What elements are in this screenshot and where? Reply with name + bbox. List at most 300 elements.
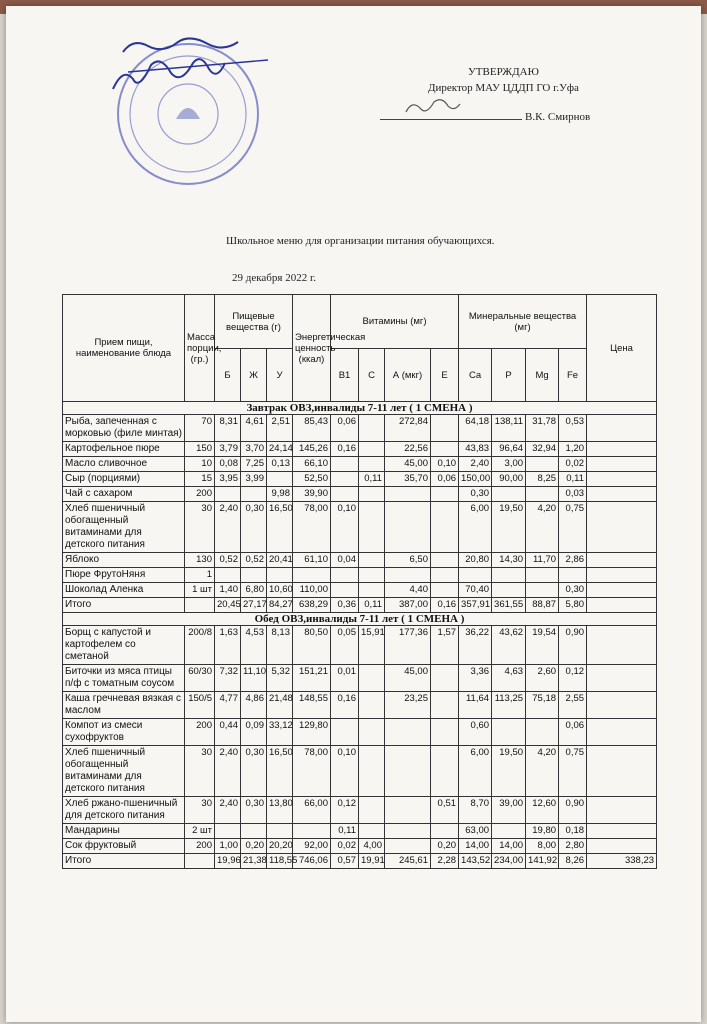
- header-ca: Ca: [459, 349, 492, 402]
- value-cell: 4,86: [241, 692, 267, 719]
- header-b1: В1: [331, 349, 359, 402]
- table-row: [63, 626, 657, 665]
- value-cell: [331, 472, 359, 487]
- value-cell: [385, 839, 431, 854]
- value-cell: 3,99: [241, 472, 267, 487]
- value-cell: 151,21: [293, 665, 331, 692]
- menu-table-body: [63, 402, 657, 869]
- value-cell: 45,00: [385, 665, 431, 692]
- value-cell: 39,00: [492, 797, 526, 824]
- header-p: P: [492, 349, 526, 402]
- value-cell: 2,40: [459, 457, 492, 472]
- value-cell: 200: [185, 487, 215, 502]
- value-cell: [359, 692, 385, 719]
- value-cell: 10,60: [267, 583, 293, 598]
- value-cell: 638,29: [293, 598, 331, 613]
- table-row: [63, 665, 657, 692]
- value-cell: 0,09: [241, 719, 267, 746]
- value-cell: 19,54: [526, 626, 559, 665]
- value-cell: 35,70: [385, 472, 431, 487]
- value-cell: 15,91: [359, 626, 385, 665]
- value-cell: 9,98: [267, 487, 293, 502]
- value-cell: [559, 568, 587, 583]
- value-cell: 2,28: [431, 854, 459, 869]
- value-cell: 20,41: [267, 553, 293, 568]
- value-cell: 5,80: [559, 598, 587, 613]
- table-row: [63, 797, 657, 824]
- value-cell: 0,51: [431, 797, 459, 824]
- value-cell: 0,02: [331, 839, 359, 854]
- value-cell: 113,25: [492, 692, 526, 719]
- value-cell: [385, 746, 431, 797]
- header-zh: Ж: [241, 349, 267, 402]
- dish-name-cell: Сок фруктовый: [63, 839, 185, 854]
- value-cell: 145,26: [293, 442, 331, 457]
- value-cell: 16,50: [267, 502, 293, 553]
- value-cell: [526, 719, 559, 746]
- value-cell: 2 шт: [185, 824, 215, 839]
- value-cell: 361,55: [492, 598, 526, 613]
- value-cell: 0,06: [431, 472, 459, 487]
- value-cell: [331, 457, 359, 472]
- value-cell: 0,11: [359, 598, 385, 613]
- value-cell: 3,95: [215, 472, 241, 487]
- value-cell: 60/30: [185, 665, 215, 692]
- value-cell: [587, 583, 657, 598]
- value-cell: 52,50: [293, 472, 331, 487]
- value-cell: 23,25: [385, 692, 431, 719]
- value-cell: [587, 415, 657, 442]
- value-cell: [359, 797, 385, 824]
- value-cell: 88,87: [526, 598, 559, 613]
- signature-underline: [380, 119, 522, 120]
- value-cell: 11,70: [526, 553, 559, 568]
- value-cell: [431, 568, 459, 583]
- value-cell: 13,80: [267, 797, 293, 824]
- value-cell: [185, 598, 215, 613]
- dish-name-cell: Каша гречневая вязкая с маслом: [63, 692, 185, 719]
- value-cell: [359, 719, 385, 746]
- value-cell: 150/5: [185, 692, 215, 719]
- value-cell: 0,90: [559, 626, 587, 665]
- value-cell: 1,20: [559, 442, 587, 457]
- value-cell: 32,94: [526, 442, 559, 457]
- table-row: [63, 839, 657, 854]
- value-cell: 746,06: [293, 854, 331, 869]
- value-cell: 6,00: [459, 502, 492, 553]
- value-cell: [526, 568, 559, 583]
- value-cell: 0,11: [559, 472, 587, 487]
- table-row: [63, 692, 657, 719]
- value-cell: 138,11: [492, 415, 526, 442]
- value-cell: [241, 487, 267, 502]
- value-cell: 4,20: [526, 746, 559, 797]
- value-cell: [385, 487, 431, 502]
- header-mg: Mg: [526, 349, 559, 402]
- dish-name-cell: Чай с сахаром: [63, 487, 185, 502]
- value-cell: 4,63: [492, 665, 526, 692]
- value-cell: [587, 502, 657, 553]
- value-cell: [431, 502, 459, 553]
- table-row: [63, 583, 657, 598]
- dish-name-cell: Картофельное пюре: [63, 442, 185, 457]
- value-cell: 84,27: [267, 598, 293, 613]
- value-cell: 0,04: [331, 553, 359, 568]
- value-cell: 0,10: [331, 746, 359, 797]
- value-cell: 1: [185, 568, 215, 583]
- value-cell: 0,08: [215, 457, 241, 472]
- value-cell: 30: [185, 746, 215, 797]
- section-breakfast-title: Завтрак ОВЗ,инвалиды 7-11 лет ( 1 СМЕНА ): [63, 402, 657, 415]
- value-cell: [385, 719, 431, 746]
- dish-name-cell: Хлеб пшеничный обогащенный витаминами для детского питания: [63, 746, 185, 797]
- value-cell: [331, 487, 359, 502]
- value-cell: [359, 553, 385, 568]
- value-cell: 78,00: [293, 502, 331, 553]
- value-cell: [185, 854, 215, 869]
- value-cell: 15: [185, 472, 215, 487]
- header-fe: Fe: [559, 349, 587, 402]
- value-cell: 7,32: [215, 665, 241, 692]
- value-cell: 2,60: [526, 665, 559, 692]
- document-date: 29 декабря 2022 г.: [232, 272, 316, 284]
- value-cell: [331, 719, 359, 746]
- value-cell: 110,00: [293, 583, 331, 598]
- value-cell: [431, 824, 459, 839]
- value-cell: [359, 415, 385, 442]
- value-cell: 14,00: [459, 839, 492, 854]
- header-minerals: Минеральные вещества (мг): [459, 295, 587, 349]
- value-cell: 45,00: [385, 457, 431, 472]
- section-lunch: [63, 613, 657, 626]
- value-cell: 14,30: [492, 553, 526, 568]
- value-cell: 30: [185, 502, 215, 553]
- value-cell: [587, 692, 657, 719]
- document-title: Школьное меню для организации питания обучающихся.: [226, 235, 495, 247]
- value-cell: 0,16: [331, 692, 359, 719]
- value-cell: [267, 472, 293, 487]
- section-breakfast: [63, 402, 657, 415]
- value-cell: [431, 553, 459, 568]
- value-cell: 85,43: [293, 415, 331, 442]
- value-cell: [359, 583, 385, 598]
- value-cell: 2,40: [215, 797, 241, 824]
- value-cell: 118,55: [267, 854, 293, 869]
- value-cell: 0,12: [559, 665, 587, 692]
- table-row: [63, 502, 657, 553]
- value-cell: 8,31: [215, 415, 241, 442]
- value-cell: 6,80: [241, 583, 267, 598]
- table-row: [63, 719, 657, 746]
- value-cell: [526, 583, 559, 598]
- value-cell: 0,30: [241, 797, 267, 824]
- table-row: [63, 824, 657, 839]
- value-cell: 141,92: [526, 854, 559, 869]
- dish-name-cell: Масло сливочное: [63, 457, 185, 472]
- value-cell: 96,64: [492, 442, 526, 457]
- value-cell: 2,40: [215, 502, 241, 553]
- value-cell: 0,20: [241, 839, 267, 854]
- value-cell: 338,23: [587, 854, 657, 869]
- value-cell: [587, 626, 657, 665]
- value-cell: 0,16: [331, 442, 359, 457]
- value-cell: 150: [185, 442, 215, 457]
- value-cell: 0,90: [559, 797, 587, 824]
- table-row: [63, 472, 657, 487]
- value-cell: [587, 746, 657, 797]
- value-cell: 11,10: [241, 665, 267, 692]
- value-cell: 0,30: [459, 487, 492, 502]
- round-stamp-and-signature: [108, 34, 288, 189]
- value-cell: 0,10: [331, 502, 359, 553]
- value-cell: 3,79: [215, 442, 241, 457]
- value-cell: [385, 568, 431, 583]
- value-cell: [526, 457, 559, 472]
- value-cell: 0,52: [215, 553, 241, 568]
- value-cell: 1 шт: [185, 583, 215, 598]
- value-cell: 24,14: [267, 442, 293, 457]
- value-cell: 90,00: [492, 472, 526, 487]
- dish-name-cell: Биточки из мяса птицы п/ф с томатным соусом: [63, 665, 185, 692]
- value-cell: 64,18: [459, 415, 492, 442]
- table-row: [63, 598, 657, 613]
- value-cell: 0,20: [431, 839, 459, 854]
- value-cell: 43,83: [459, 442, 492, 457]
- value-cell: 1,00: [215, 839, 241, 854]
- value-cell: 200: [185, 839, 215, 854]
- value-cell: 66,00: [293, 797, 331, 824]
- value-cell: [492, 487, 526, 502]
- approval-block: [428, 64, 579, 96]
- value-cell: 43,62: [492, 626, 526, 665]
- value-cell: 0,06: [559, 719, 587, 746]
- value-cell: 8,26: [559, 854, 587, 869]
- value-cell: 1,57: [431, 626, 459, 665]
- value-cell: 3,00: [492, 457, 526, 472]
- value-cell: [431, 665, 459, 692]
- value-cell: 4,77: [215, 692, 241, 719]
- value-cell: 80,50: [293, 626, 331, 665]
- header-e: Е: [431, 349, 459, 402]
- value-cell: 130: [185, 553, 215, 568]
- value-cell: 0,60: [459, 719, 492, 746]
- dish-name-cell: Хлеб ржано-пшеничный для детского питания: [63, 797, 185, 824]
- value-cell: 19,91: [359, 854, 385, 869]
- value-cell: 0,75: [559, 746, 587, 797]
- value-cell: [359, 442, 385, 457]
- value-cell: [587, 472, 657, 487]
- value-cell: 357,91: [459, 598, 492, 613]
- value-cell: [359, 457, 385, 472]
- value-cell: 14,00: [492, 839, 526, 854]
- value-cell: 4,00: [359, 839, 385, 854]
- value-cell: 39,90: [293, 487, 331, 502]
- value-cell: 0,05: [331, 626, 359, 665]
- value-cell: 0,01: [331, 665, 359, 692]
- value-cell: 63,00: [459, 824, 492, 839]
- value-cell: 20,20: [267, 839, 293, 854]
- value-cell: [431, 442, 459, 457]
- value-cell: 0,53: [559, 415, 587, 442]
- dish-name-cell: Компот из смеси сухофруктов: [63, 719, 185, 746]
- value-cell: 0,57: [331, 854, 359, 869]
- value-cell: [267, 568, 293, 583]
- value-cell: 92,00: [293, 839, 331, 854]
- table-row: [63, 746, 657, 797]
- value-cell: [587, 553, 657, 568]
- value-cell: 0,18: [559, 824, 587, 839]
- value-cell: [215, 824, 241, 839]
- value-cell: 0,11: [359, 472, 385, 487]
- value-cell: [331, 583, 359, 598]
- value-cell: 20,80: [459, 553, 492, 568]
- value-cell: 11,64: [459, 692, 492, 719]
- value-cell: 150,00: [459, 472, 492, 487]
- value-cell: [492, 824, 526, 839]
- dish-name-cell: Хлеб пшеничный обогащенный витаминами для детского питания: [63, 502, 185, 553]
- value-cell: 19,96: [215, 854, 241, 869]
- header-meal: Прием пищи, наименование блюда: [63, 295, 185, 402]
- value-cell: [215, 568, 241, 583]
- value-cell: [587, 824, 657, 839]
- value-cell: 0,30: [241, 502, 267, 553]
- dish-name-cell: Сыр (порциями): [63, 472, 185, 487]
- value-cell: 0,03: [559, 487, 587, 502]
- value-cell: [359, 502, 385, 553]
- value-cell: 245,61: [385, 854, 431, 869]
- value-cell: 6,50: [385, 553, 431, 568]
- value-cell: [431, 583, 459, 598]
- value-cell: [293, 824, 331, 839]
- table-row: [63, 487, 657, 502]
- value-cell: 0,52: [241, 553, 267, 568]
- value-cell: 20,45: [215, 598, 241, 613]
- value-cell: 3,70: [241, 442, 267, 457]
- value-cell: [385, 797, 431, 824]
- value-cell: 21,48: [267, 692, 293, 719]
- value-cell: 129,80: [293, 719, 331, 746]
- value-cell: [359, 824, 385, 839]
- value-cell: 4,53: [241, 626, 267, 665]
- value-cell: 2,51: [267, 415, 293, 442]
- value-cell: 272,84: [385, 415, 431, 442]
- value-cell: [293, 568, 331, 583]
- value-cell: [587, 568, 657, 583]
- header-mass: Масса порции, (гр.): [185, 295, 215, 402]
- value-cell: [215, 487, 241, 502]
- value-cell: 6,00: [459, 746, 492, 797]
- value-cell: 30: [185, 797, 215, 824]
- value-cell: 19,80: [526, 824, 559, 839]
- table-row: [63, 442, 657, 457]
- value-cell: [587, 719, 657, 746]
- header-vitamins: Витамины (мг): [331, 295, 459, 349]
- value-cell: 0,11: [331, 824, 359, 839]
- dish-name-cell: Мандарины: [63, 824, 185, 839]
- header-row-1: [63, 295, 657, 349]
- value-cell: 70,40: [459, 583, 492, 598]
- value-cell: 387,00: [385, 598, 431, 613]
- header-energy: Энергетическая ценность (ккал): [293, 295, 331, 402]
- value-cell: [587, 598, 657, 613]
- header-price: Цена: [587, 295, 657, 402]
- value-cell: 8,70: [459, 797, 492, 824]
- value-cell: [431, 746, 459, 797]
- value-cell: 4,40: [385, 583, 431, 598]
- value-cell: 0,16: [431, 598, 459, 613]
- header-a: А (мкг): [385, 349, 431, 402]
- value-cell: [526, 487, 559, 502]
- header-b: Б: [215, 349, 241, 402]
- value-cell: 2,80: [559, 839, 587, 854]
- value-cell: 22,56: [385, 442, 431, 457]
- menu-table: [62, 294, 657, 869]
- value-cell: [587, 839, 657, 854]
- value-cell: 19,50: [492, 746, 526, 797]
- value-cell: [431, 487, 459, 502]
- value-cell: [587, 665, 657, 692]
- value-cell: 8,00: [526, 839, 559, 854]
- value-cell: 200/8: [185, 626, 215, 665]
- value-cell: 0,13: [267, 457, 293, 472]
- value-cell: [385, 824, 431, 839]
- value-cell: 27,17: [241, 598, 267, 613]
- value-cell: 0,30: [559, 583, 587, 598]
- value-cell: 33,12: [267, 719, 293, 746]
- value-cell: 148,55: [293, 692, 331, 719]
- value-cell: [431, 692, 459, 719]
- value-cell: 7,25: [241, 457, 267, 472]
- value-cell: [359, 665, 385, 692]
- dish-name-cell: Рыба, запеченная с морковью (филе минтая): [63, 415, 185, 442]
- value-cell: [587, 487, 657, 502]
- header-nutrients: Пищевые вещества (г): [215, 295, 293, 349]
- value-cell: [385, 502, 431, 553]
- value-cell: [587, 797, 657, 824]
- value-cell: [359, 568, 385, 583]
- approver-position: Директор МАУ ЦДДП ГО г.Уфа: [428, 82, 579, 94]
- value-cell: 0,02: [559, 457, 587, 472]
- dish-name-cell: Яблоко: [63, 553, 185, 568]
- value-cell: 8,25: [526, 472, 559, 487]
- value-cell: 5,32: [267, 665, 293, 692]
- table-row: [63, 457, 657, 472]
- value-cell: 0,30: [241, 746, 267, 797]
- value-cell: 0,44: [215, 719, 241, 746]
- value-cell: [492, 583, 526, 598]
- value-cell: [267, 824, 293, 839]
- value-cell: 36,22: [459, 626, 492, 665]
- header-c: С: [359, 349, 385, 402]
- approver-name: В.К. Смирнов: [525, 111, 591, 123]
- value-cell: 3,36: [459, 665, 492, 692]
- value-cell: 4,61: [241, 415, 267, 442]
- section-lunch-title: Обед ОВЗ,инвалиды 7-11 лет ( 1 СМЕНА ): [63, 613, 657, 626]
- value-cell: [587, 442, 657, 457]
- value-cell: 21,38: [241, 854, 267, 869]
- value-cell: 66,10: [293, 457, 331, 472]
- header-u: У: [267, 349, 293, 402]
- value-cell: [459, 568, 492, 583]
- value-cell: 78,00: [293, 746, 331, 797]
- value-cell: 2,40: [215, 746, 241, 797]
- value-cell: 0,12: [331, 797, 359, 824]
- value-cell: 0,36: [331, 598, 359, 613]
- value-cell: 177,36: [385, 626, 431, 665]
- value-cell: [431, 719, 459, 746]
- value-cell: 2,86: [559, 553, 587, 568]
- dish-name-cell: Итого: [63, 598, 185, 613]
